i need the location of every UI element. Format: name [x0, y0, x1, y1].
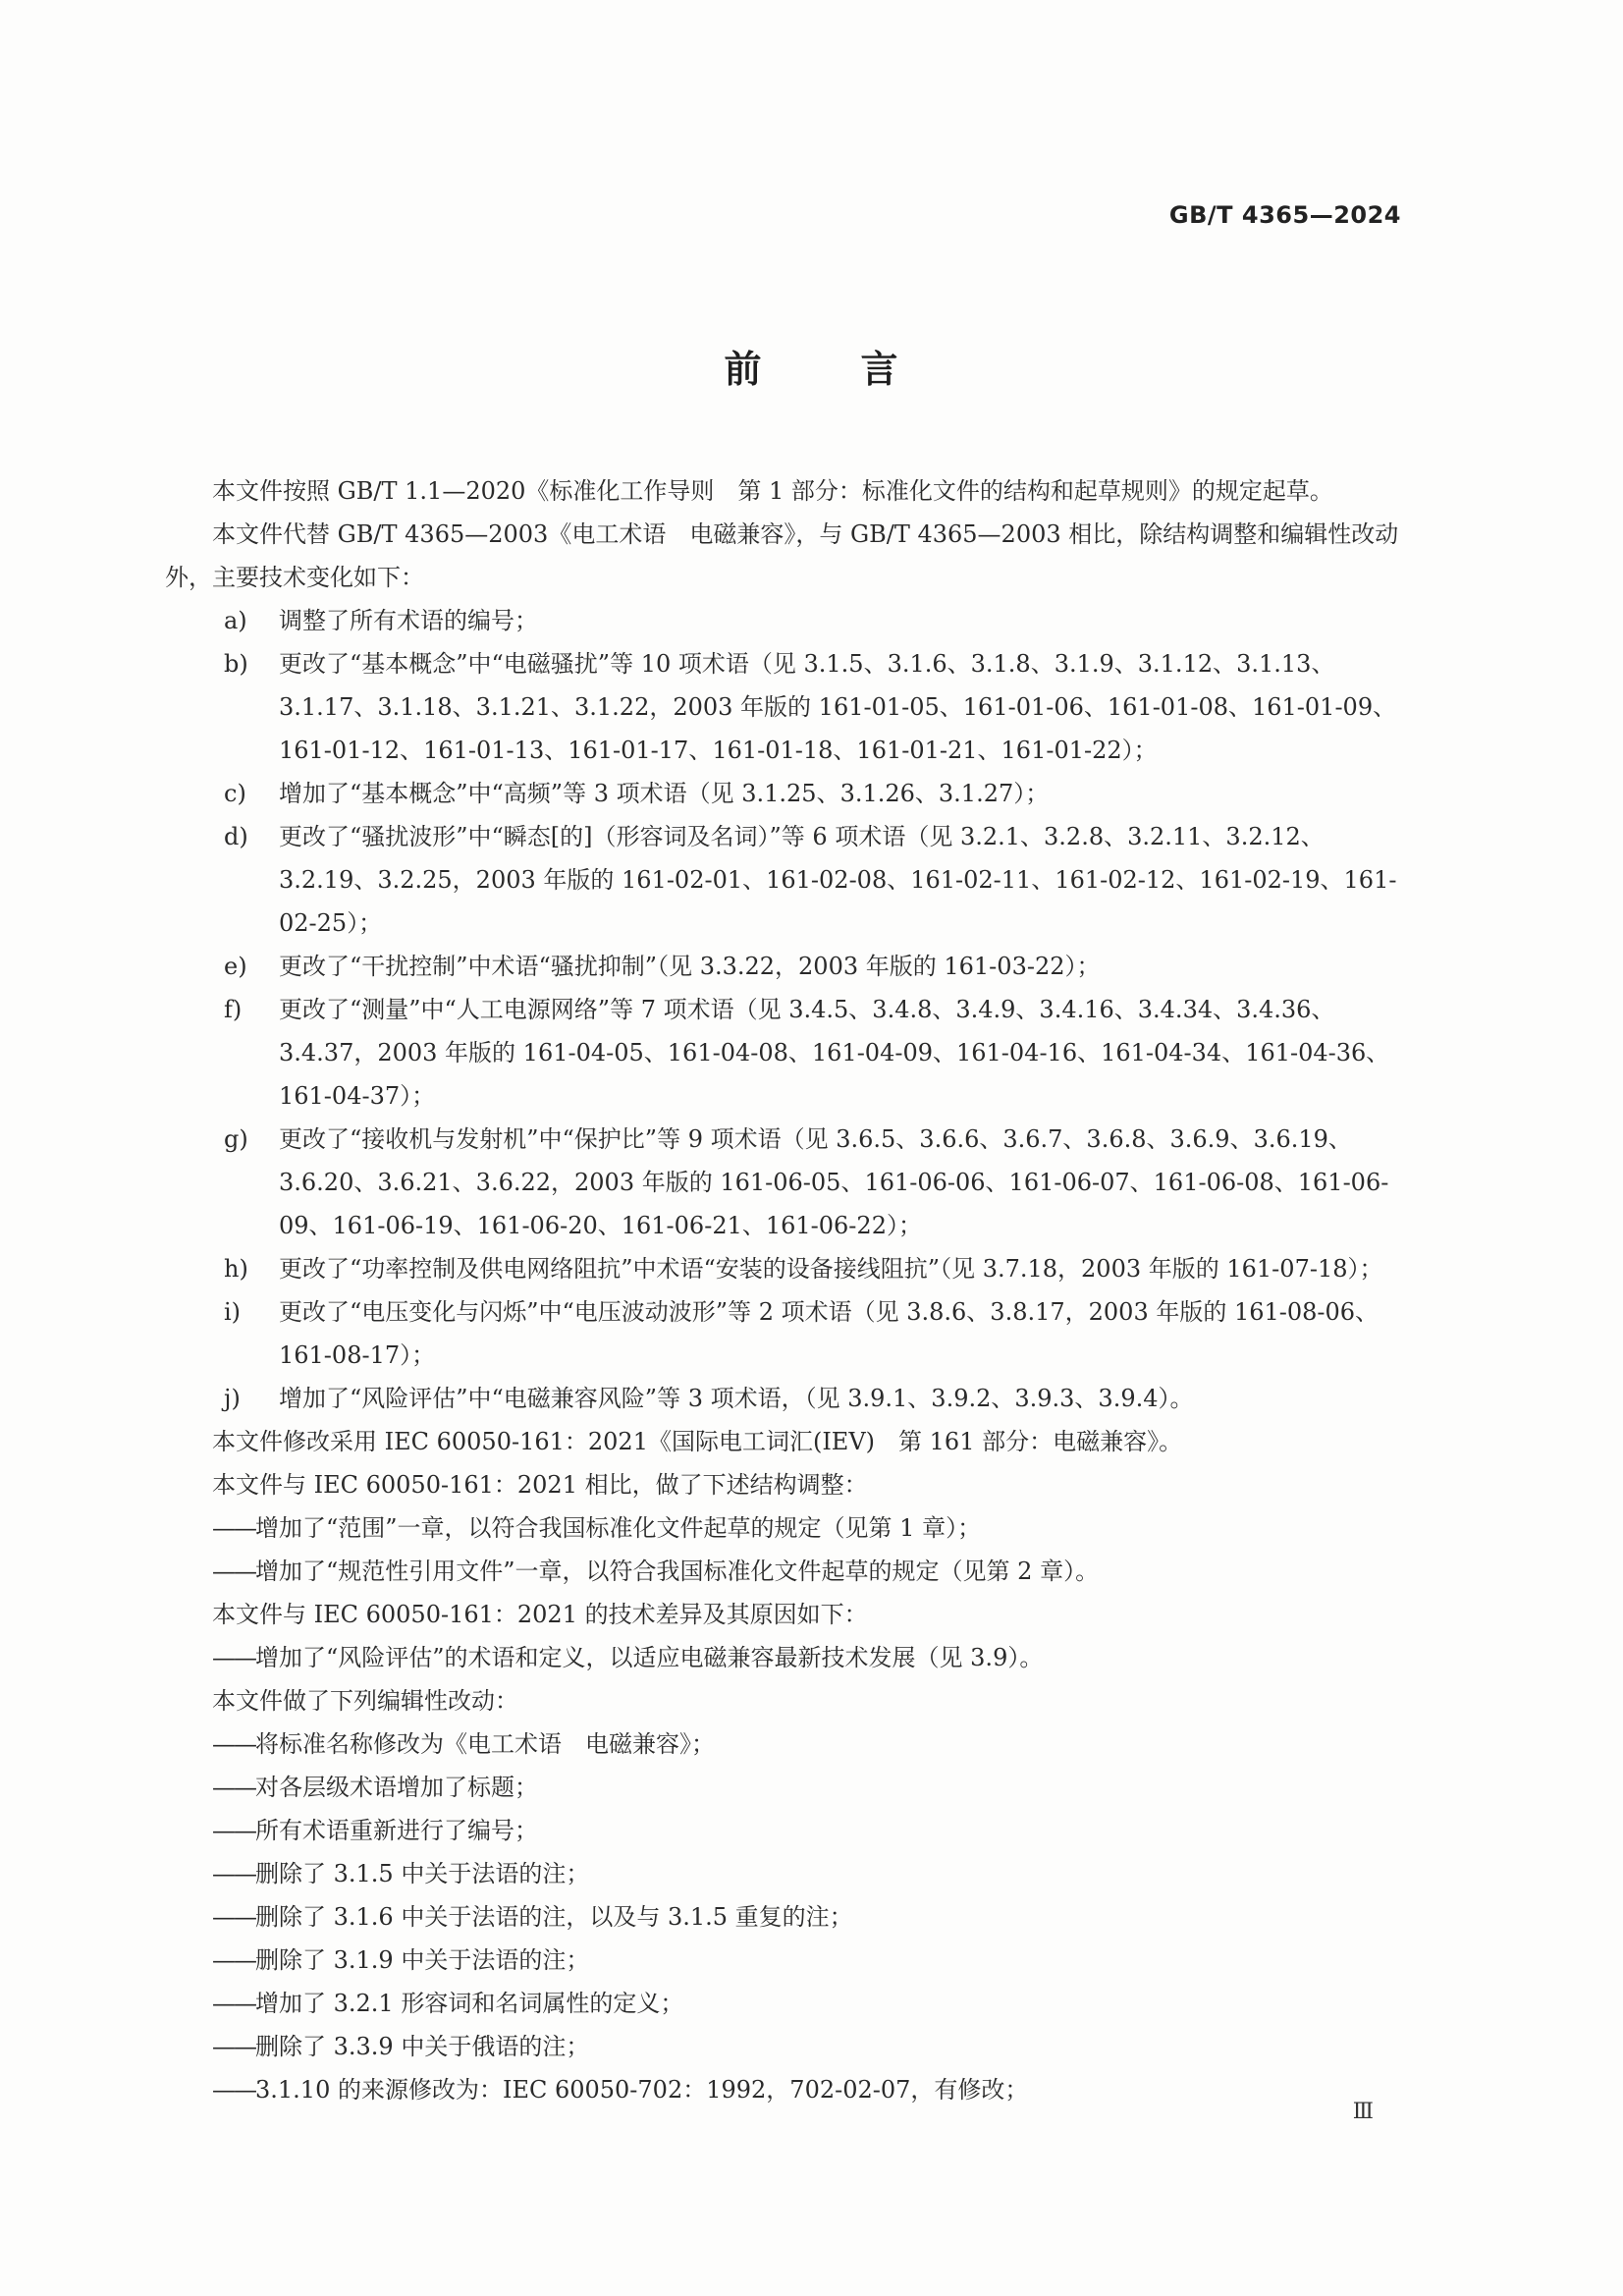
- dash-item: [165, 1550, 1404, 1593]
- dash-item: [165, 1895, 1404, 1939]
- dash-item: [165, 1636, 1404, 1679]
- dash-item-text: 增加了“风险评估”的术语和定义，以适应电磁兼容最新技术发展（见 3.9）。: [255, 1644, 1044, 1671]
- paragraph: 本文件代替 GB/T 4365—2003《电工术语 电磁兼容》，与 GB/T 4365—2003 相比，除结构调整和编辑性改动外，主要技术变化如下：: [165, 520, 1399, 591]
- dash-item-text: 增加了 3.2.1 形容词和名词属性的定义；: [255, 1990, 684, 2017]
- list-item: [165, 1247, 1404, 1290]
- dash-item-text: 3.1.10 的来源修改为：IEC 60050-702：1992，702-02-07，有修改；: [255, 2076, 1029, 2104]
- technical-difference-list: [165, 1636, 1404, 1679]
- change-list: [165, 599, 1404, 1420]
- list-item-text: 更改了“功率控制及供电网络阻抗”中术语“安装的设备接线阻抗”（见 3.7.18，2003 年版的 161-07-18）；: [279, 1255, 1383, 1283]
- dash-marker: ——: [212, 1903, 255, 1931]
- list-item: [165, 815, 1404, 945]
- dash-marker: ——: [212, 1990, 255, 2017]
- list-item-text: 增加了“风险评估”中“电磁兼容风险”等 3 项术语，（见 3.9.1、3.9.2、3.9.3、3.9.4）。: [279, 1385, 1194, 1412]
- dash-item-text: 增加了“规范性引用文件”一章，以符合我国标准化文件起草的规定（见第 2 章）。: [255, 1558, 1100, 1585]
- dash-item-text: 将标准名称修改为《电工术语 电磁兼容》；: [255, 1730, 715, 1758]
- list-item: [165, 772, 1404, 815]
- dash-item-text: 对各层级术语增加了标题；: [255, 1774, 538, 1801]
- structural-adjustment-list: [165, 1506, 1404, 1593]
- title-char-1: 前: [724, 348, 763, 391]
- list-marker: f): [224, 996, 243, 1023]
- list-marker: d): [224, 823, 248, 850]
- list-marker: a): [224, 607, 247, 634]
- list-item-text: 调整了所有术语的编号；: [279, 607, 538, 634]
- dash-item: [165, 2025, 1404, 2068]
- dash-item-text: 所有术语重新进行了编号；: [255, 1817, 538, 1844]
- list-item-text: 更改了“干扰控制”中术语“骚扰抑制”（见 3.3.22，2003 年版的 161-03-22）；: [279, 953, 1101, 980]
- editorial-change-list: [165, 1722, 1404, 2111]
- dash-marker: ——: [212, 2076, 255, 2104]
- dash-item: [165, 1809, 1404, 1852]
- list-item: [165, 642, 1404, 772]
- list-marker: g): [224, 1125, 248, 1153]
- list-item-text: 更改了“基本概念”中“电磁骚扰”等 10 项术语（见 3.1.5、3.1.6、3.1.8、3.1.9、3.1.12、3.1.13、3.1.17、3.1.18、3.1.21、3.1.22，2003 年版的 161-01-05、161-01-06、161-01-08、161-01-09、161-01-12、161-01-13、161-01-17、161-01-18、161-01-21、161-01-22）；: [279, 650, 1397, 764]
- dash-item: [165, 1766, 1404, 1809]
- dash-marker: ——: [212, 1774, 255, 1801]
- dash-item-text: 增加了“范围”一章，以符合我国标准化文件起草的规定（见第 1 章）；: [255, 1514, 982, 1542]
- dash-marker: ——: [212, 1644, 255, 1671]
- paragraph: 本文件与 IEC 60050-161：2021 相比，做了下述结构调整：: [212, 1471, 868, 1499]
- dash-marker: ——: [212, 1946, 255, 1974]
- list-marker: c): [224, 780, 246, 807]
- list-item-text: 增加了“基本概念”中“高频”等 3 项术语（见 3.1.25、3.1.26、3.1.27）；: [279, 780, 1050, 807]
- paragraph: 本文件修改采用 IEC 60050-161：2021《国际电工词汇(IEV) 第 161 部分：电磁兼容》。: [212, 1428, 1183, 1455]
- list-marker: h): [224, 1255, 248, 1283]
- list-item-text: 更改了“骚扰波形”中“瞬态[的]（形容词及名词）”等 6 项术语（见 3.2.1、3.2.8、3.2.11、3.2.12、3.2.19、3.2.25，2003 年版的 161-02-01、161-02-08、161-02-11、161-02-12、161-02-19、161-02-25）；: [279, 823, 1397, 937]
- dash-marker: ——: [212, 1514, 255, 1542]
- page-title: [0, 339, 1623, 393]
- list-item: [165, 599, 1404, 642]
- list-item-text: 更改了“测量”中“人工电源网络”等 7 项术语（见 3.4.5、3.4.8、3.4.9、3.4.16、3.4.34、3.4.36、3.4.37，2003 年版的 161-04-05、161-04-08、161-04-09、161-04-16、161-04-34、161-04-36、161-04-37）；: [279, 996, 1390, 1110]
- dash-marker: ——: [212, 1730, 255, 1758]
- dash-item: [165, 1506, 1404, 1550]
- dash-item: [165, 1722, 1404, 1766]
- dash-item-text: 删除了 3.1.5 中关于法语的注；: [255, 1860, 590, 1887]
- dash-marker: ——: [212, 1860, 255, 1887]
- list-marker: i): [224, 1298, 242, 1326]
- list-item-text: 更改了“电压变化与闪烁”中“电压波动波形”等 2 项术语（见 3.8.6、3.8.17，2003 年版的 161-08-06、161-08-17）；: [279, 1298, 1380, 1369]
- list-item: [165, 1377, 1404, 1420]
- dash-item-text: 删除了 3.1.9 中关于法语的注；: [255, 1946, 590, 1974]
- title-char-2: 言: [860, 348, 899, 391]
- dash-item: [165, 1852, 1404, 1895]
- list-item-text: 更改了“接收机与发射机”中“保护比”等 9 项术语（见 3.6.5、3.6.6、3.6.7、3.6.8、3.6.9、3.6.19、3.6.20、3.6.21、3.6.22，2003 年版的 161-06-05、161-06-06、161-06-07、161-06-08、161-06-09、161-06-19、161-06-20、161-06-21、161-06-22）；: [279, 1125, 1389, 1239]
- list-marker: b): [224, 650, 248, 678]
- dash-item: [165, 2068, 1404, 2111]
- dash-item: [165, 1939, 1404, 1982]
- dash-marker: ——: [212, 2033, 255, 2060]
- document-body: [165, 469, 1404, 2111]
- page-number: Ⅲ: [1352, 2100, 1374, 2124]
- list-item: [165, 1290, 1404, 1377]
- dash-marker: ——: [212, 1817, 255, 1844]
- standard-number: GB/T 4365—2024: [1168, 201, 1401, 229]
- list-item: [165, 945, 1404, 988]
- list-item: [165, 988, 1404, 1118]
- paragraph: 本文件按照 GB/T 1.1—2020《标准化工作导则 第 1 部分：标准化文件的结构和起草规则》的规定起草。: [212, 477, 1333, 505]
- list-marker: e): [224, 953, 247, 980]
- dash-item-text: 删除了 3.3.9 中关于俄语的注；: [255, 2033, 590, 2060]
- paragraph: 本文件与 IEC 60050-161：2021 的技术差异及其原因如下：: [212, 1601, 868, 1628]
- dash-item: [165, 1982, 1404, 2025]
- dash-marker: ——: [212, 1558, 255, 1585]
- list-item: [165, 1118, 1404, 1247]
- dash-item-text: 删除了 3.1.6 中关于法语的注，以及与 3.1.5 重复的注；: [255, 1903, 853, 1931]
- list-marker: j): [224, 1385, 241, 1412]
- paragraph: 本文件做了下列编辑性改动：: [212, 1687, 518, 1715]
